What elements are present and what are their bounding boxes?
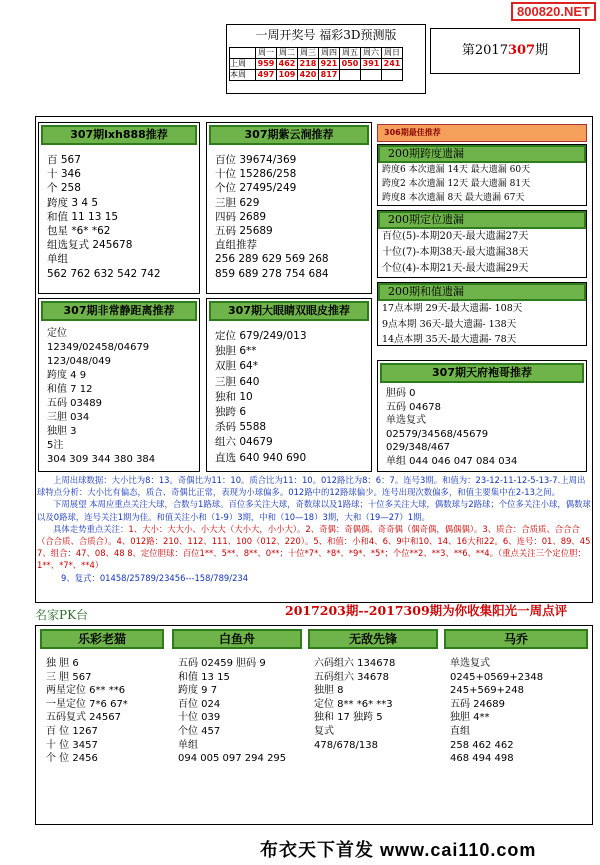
- day-header: 周六: [361, 48, 382, 59]
- box-title: 马乔: [444, 629, 588, 649]
- lxh888-box: [38, 122, 200, 294]
- day-header: 周三: [298, 48, 319, 59]
- box-title: 307期lxh888推荐: [41, 125, 197, 145]
- period-number: 307: [507, 43, 536, 58]
- draw-cell: 462: [277, 59, 298, 70]
- box-title: 无敌先锋: [308, 629, 438, 649]
- position-miss-box: 200期定位遗漏 百位(5)-本期20天-最大遗漏27天 十位(7)-本期38天-最大遗漏38天 个位(4)-本期21天-最大遗漏29天: [377, 210, 587, 278]
- draw-cell: [340, 70, 361, 81]
- wudi-xianfeng-box: [306, 627, 440, 823]
- draw-cell: 817: [319, 70, 340, 81]
- maqiao-box: [442, 627, 590, 823]
- box-body: 六码组六 134678 五码组六 34678 独胆 8 定位 8** *6* **3 独和 17 独跨 5 复式 478/678/138: [314, 658, 396, 751]
- day-header: 周四: [319, 48, 340, 59]
- draw-cell: 497: [256, 70, 277, 81]
- box-body: 单选复式 0245+0569+2348 245+569+248 五码 24689 独胆 4** 直组 258 462 462 468 494 498: [450, 658, 544, 765]
- box-body: 百 567 十 346 个 258 跨度 3 4 5 和值 11 13 15 包星 *6* *62 组选复式 245678 单组 562 762 632 542 742: [47, 154, 161, 280]
- experts-pk-label: 名家PK台: [35, 608, 89, 622]
- box-body: 定位 12349/02458/04679 123/048/049 跨度 4 9 和值 7 12 五码 03489 三胆 034 独胆 3 5注 304 309 344 380 384: [47, 328, 156, 465]
- baiyuzhou-box: [170, 627, 304, 823]
- panel-title: 一周开奖号 福彩3D预测版: [255, 28, 397, 42]
- box-title: 307期非常静距离推荐: [41, 301, 197, 321]
- focus-heading: 具体走势重点关注：: [53, 523, 129, 534]
- day-header: 周日: [382, 48, 403, 59]
- site-watermark: 800820.NET: [511, 2, 596, 21]
- draw-cell: 921: [319, 59, 340, 70]
- day-header: 周二: [277, 48, 298, 59]
- day-header: 周五: [340, 48, 361, 59]
- feichang-box: [38, 298, 200, 472]
- draw-cell: [361, 70, 382, 81]
- row-label: 本周: [230, 70, 256, 81]
- footer-site-label: 布衣天下首发 www.cai110.com: [260, 840, 537, 860]
- ziyunjian-box: [206, 122, 372, 294]
- draw-cell: [382, 70, 403, 81]
- lecai-laomao-box: [38, 627, 166, 823]
- box-title: 200期跨度遗漏: [378, 145, 586, 163]
- box-body: 百位 39674/369 十位 15286/258 个位 27495/249 三胆 629 四码 2689 五码 25689 直组推荐 256 289 629 569 268 859 689 278 754 684: [215, 154, 329, 280]
- period-label: 第2017307期: [430, 28, 580, 74]
- box-body: 定位 679/249/013 独胆 6** 双胆 64* 三胆 640 独和 10 独跨 6 杀码 5588 组六 04679 直选 640 940 690: [215, 330, 307, 464]
- table-header-row: [230, 48, 403, 59]
- tianfu-box: [377, 360, 587, 472]
- box-title: 307期天府袍哥推荐: [380, 363, 584, 383]
- box-body: 五码 02459 胆码 9 和值 13 15 跨度 9 7 百位 024 十位 039 个位 457 单组 094 005 097 294 295: [178, 658, 287, 765]
- weekly-draw-panel: [226, 24, 426, 94]
- row-label: 上周: [230, 59, 256, 70]
- day-header: 周一: [256, 48, 277, 59]
- draw-table: [229, 47, 403, 81]
- focus-detail: 1、大小：大大小、小大大（大小大，小小大）。2、奇偶：奇偶偶、奇奇偶（偶奇偶，偶偶偶）。3、质合：合质质、合合合（合合质、合质合）。4、012路：210、112、111、100（012、220）。5、和值：小和4、6、9中和10、14、16大和22。6、连号：01、89、45 7、组合：47、08、48 8、定位胆球：百位1**、5**、8**、0**；十位*7*、*8*、*9*、*5*；个位**2、**3、**6、**4。（重点关注三个定位胆：1**、*7*、**4）: [37, 523, 591, 571]
- box-body: 独 胆 6 三 胆 567 两星定位 6** **6 一星定位 7*6 67* 五码复式 24567 百 位 1267 十 位 3457 个 位 2456: [46, 658, 128, 765]
- dayanjing-box: [206, 298, 372, 472]
- analysis-text: [37, 474, 591, 584]
- draw-cell: 109: [277, 70, 298, 81]
- next-week-outlook: 下周展望 本周应重点关注大球，合数与1路球。百位多关注大球，奇数球以及1路球；十位多关注大球，偶数球与2路球；个位多关注小球，偶数球以及0路球，连号关注1期为佳。和值关注小和（1-9）3期，中和（10—18）3期，大和（19—27）1期。: [37, 499, 591, 522]
- box-title: 200期定位遗漏: [378, 211, 586, 229]
- draw-cell: 420: [298, 70, 319, 81]
- weekly-review-banner: 2017203期--2017309期为你收集阳光一周点评: [285, 603, 568, 618]
- box-title: 307期大眼睛双眼皮推荐: [209, 301, 369, 321]
- best-recommend-bar: 306期最佳推荐: [377, 124, 587, 142]
- draw-cell: 959: [256, 59, 277, 70]
- sum-miss-box: 200期和值遗漏 17点本期 29天-最大遗漏- 108天 9点本期 36天-最大遗漏- 138天 14点本期 35天-最大遗漏- 78天: [377, 282, 587, 346]
- box-title: 乐彩老猫: [40, 629, 164, 649]
- draw-cell: 050: [340, 59, 361, 70]
- table-row: [230, 70, 403, 81]
- span-miss-box: 200期跨度遗漏 跨度6 本次遗漏 14天 最大遗漏 60天 跨度2 本次遗漏 12天 最大遗漏 81天 跨度8 本次遗漏 8天 最大遗漏 67天: [377, 144, 587, 206]
- box-title: 200期和值遗漏: [378, 283, 586, 301]
- draw-cell: 218: [298, 59, 319, 70]
- table-row: [230, 59, 403, 70]
- draw-cell: 391: [361, 59, 382, 70]
- box-body: 胆码 0 五码 04678 单选复式 02579/34568/45679 029/348/467 单组 044 046 047 084 034: [386, 388, 518, 467]
- compound-pick: 9、复式：01458/25789/23456---158/789/234: [61, 572, 249, 583]
- box-title: 白鱼舟: [172, 629, 302, 649]
- draw-cell: 241: [382, 59, 403, 70]
- last-week-analysis: 上周出球数据：大小比为8：13。奇偶比为11：10。质合比为11：10。012路比为8：6：7。连号3期。和值为：23-12-11-12-5-13-7.上周出球特点分析：大小比有偏态，质合、奇偶比正常，表现为小球偏多。012路中的12路球偏少。连号出现次数偏多，和值主要集中在2-13之间。: [37, 475, 586, 498]
- box-title: 307期紫云涧推荐: [209, 125, 369, 145]
